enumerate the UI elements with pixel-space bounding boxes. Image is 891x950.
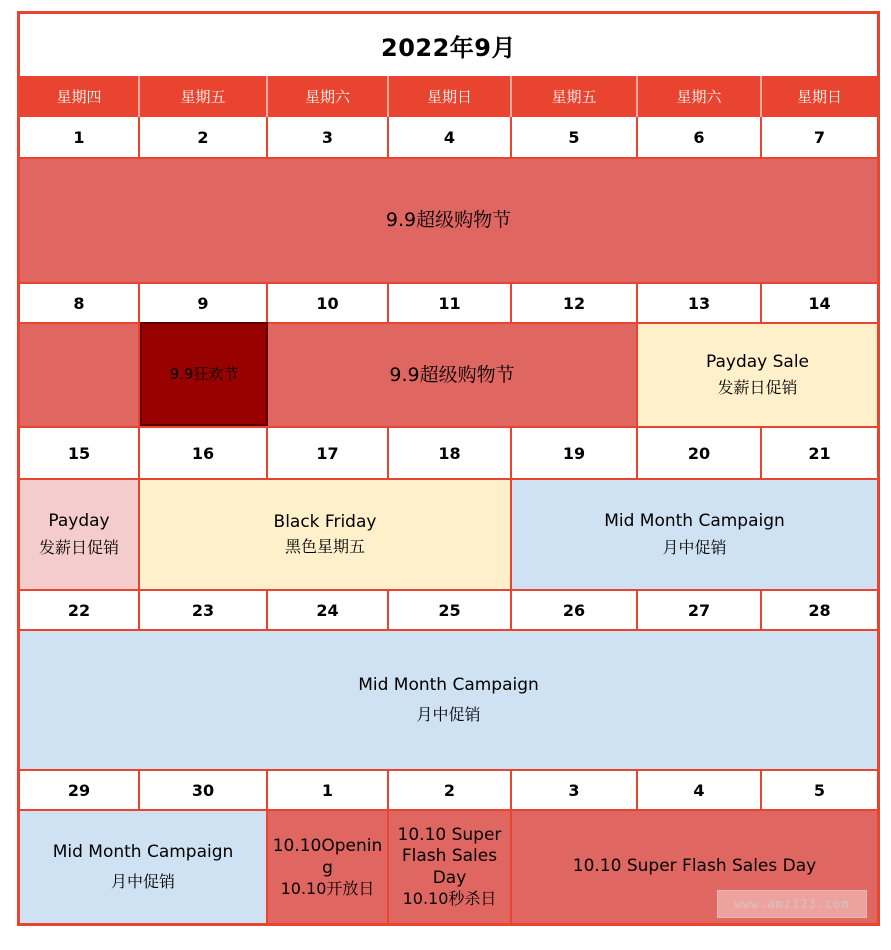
- date-cell: 29: [20, 769, 140, 809]
- weekday-header: 星期六: [268, 76, 389, 117]
- event-label: g: [322, 857, 333, 878]
- date-cell: 26: [512, 589, 638, 629]
- event-label: 月中促销: [110, 871, 175, 891]
- event-label: 黑色星期五: [284, 537, 365, 557]
- event-block: [140, 322, 268, 426]
- date-cell: 1: [268, 769, 389, 809]
- date-cell: 20: [638, 426, 762, 478]
- event-label: Payday: [48, 511, 110, 532]
- event-label: 发薪日促销: [717, 377, 798, 397]
- event-label: Flash Sales: [401, 846, 498, 867]
- date-cell: 2: [140, 117, 268, 157]
- date-cell: 16: [140, 426, 268, 478]
- event-label: Mid Month Campaign: [52, 842, 234, 863]
- date-cell: 18: [389, 426, 512, 478]
- weekday-header: 星期五: [140, 76, 268, 117]
- event-label: Day: [432, 867, 467, 888]
- date-cell: 28: [762, 589, 877, 629]
- event-label: 10.10秒杀日: [402, 888, 497, 908]
- event-block: [268, 809, 389, 923]
- date-cell: 8: [20, 282, 140, 322]
- date-cell: 4: [638, 769, 762, 809]
- date-cell: 10: [268, 282, 389, 322]
- date-cell: 19: [512, 426, 638, 478]
- event-label: Mid Month Campaign: [604, 511, 785, 532]
- date-cell: 23: [140, 589, 268, 629]
- event-block: [512, 478, 877, 589]
- date-cell: 2: [389, 769, 512, 809]
- calendar-title: 2022年9月: [381, 33, 516, 62]
- event-label: 月中促销: [662, 538, 727, 558]
- event-label: 9.9超级购物节: [385, 209, 512, 232]
- event-label: 9.9狂欢节: [169, 365, 239, 383]
- weekday-header: 星期六: [638, 76, 762, 117]
- date-cell: 1: [20, 117, 140, 157]
- weekday-header: 星期四: [20, 76, 140, 117]
- event-block: [638, 322, 877, 426]
- date-cell: 12: [512, 282, 638, 322]
- date-cell: 4: [389, 117, 512, 157]
- weekday-header: 星期五: [512, 76, 638, 117]
- date-cell: 24: [268, 589, 389, 629]
- date-cell: 25: [389, 589, 512, 629]
- date-cell: 13: [638, 282, 762, 322]
- event-label: 10.10 Super Flash Sales Day: [572, 856, 817, 877]
- date-cell: 17: [268, 426, 389, 478]
- event-label: Black Friday: [273, 511, 377, 532]
- watermark: www.amz123.com: [717, 890, 867, 918]
- date-cell: 14: [762, 282, 877, 322]
- event-label: 10.10开放日: [280, 878, 375, 898]
- date-cell: 21: [762, 426, 877, 478]
- event-label: 月中促销: [416, 704, 481, 724]
- date-cell: 3: [268, 117, 389, 157]
- event-block: [20, 629, 877, 769]
- date-cell: 27: [638, 589, 762, 629]
- event-label: 发薪日促销: [38, 538, 119, 558]
- event-block: [20, 157, 877, 282]
- event-block: [140, 478, 512, 589]
- event-block: [20, 478, 140, 589]
- event-label: Payday Sale: [705, 352, 810, 373]
- event-block: [389, 809, 512, 923]
- event-label: Mid Month Campaign: [358, 675, 539, 696]
- event-label: 10.10Openin: [272, 835, 383, 856]
- weekday-header: 星期日: [762, 76, 877, 117]
- event-block: [20, 322, 140, 426]
- date-cell: 30: [140, 769, 268, 809]
- weekday-header: 星期日: [389, 76, 512, 117]
- date-cell: 3: [512, 769, 638, 809]
- date-cell: 6: [638, 117, 762, 157]
- calendar-grid: [17, 11, 880, 926]
- date-cell: 15: [20, 426, 140, 478]
- event-block: [20, 809, 268, 923]
- date-cell: 9: [140, 282, 268, 322]
- event-block: [268, 322, 638, 426]
- date-cell: 5: [512, 117, 638, 157]
- event-label: 9.9超级购物节: [389, 363, 515, 386]
- event-label: 10.10 Super: [397, 825, 502, 846]
- date-cell: 5: [762, 769, 877, 809]
- date-cell: 22: [20, 589, 140, 629]
- date-cell: 7: [762, 117, 877, 157]
- date-cell: 11: [389, 282, 512, 322]
